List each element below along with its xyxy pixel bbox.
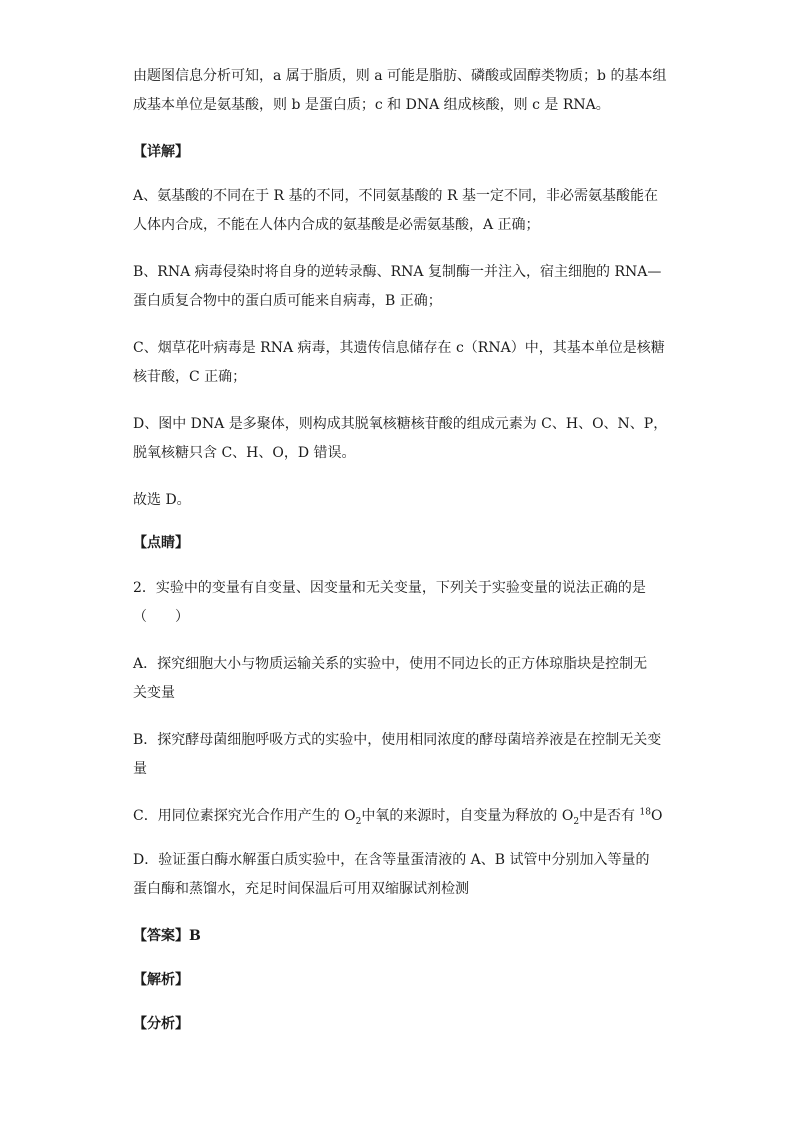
- superscript: 18: [639, 807, 651, 818]
- subscript: 2: [355, 816, 362, 827]
- text-run: C．用同位素探究光合作用产生的 O: [133, 808, 356, 824]
- text-line: D、图中 DNA 是多聚体，则构成其脱氧核糖核苷酸的组成元素为 C、H、O、N、P，: [133, 416, 668, 432]
- answer-text: 【答案】B: [133, 928, 201, 944]
- analysis-intro-paragraph: [133, 62, 667, 120]
- option-d-paragraph: [133, 410, 668, 468]
- text-line: 蛋白质复合物中的蛋白质可能来自病毒，B 正确；: [133, 293, 442, 309]
- conclusion-text: 故选 D。: [133, 492, 191, 508]
- detail-heading: 【详解】: [133, 144, 189, 160]
- choice-d: [133, 846, 663, 904]
- text-line: 人体内合成，不能在人体内合成的氨基酸是必需氨基酸，A 正确；: [133, 217, 540, 233]
- text-run: 中氧的来源时，自变量为释放的 O: [361, 808, 574, 824]
- text-line: A、氨基酸的不同在于 R 基的不同，不同氨基酸的 R 基一定不同，非必需氨基酸能在: [133, 188, 658, 204]
- choice-a: [133, 650, 663, 708]
- text-line: 量: [133, 761, 147, 777]
- analysis-subheading: 【分析】: [133, 1016, 189, 1032]
- text-line: [133, 802, 663, 831]
- subscript: 2: [573, 816, 580, 827]
- text-line: 由题图信息分析可知，a 属于脂质，则 a 可能是脂肪、磷酸或固醇类物质；b 的基本组: [133, 68, 667, 84]
- option-a-paragraph: [133, 182, 663, 240]
- text-line: 成基本单位是氨基酸，则 b 是蛋白质；c 和 DNA 组成核酸，则 c 是 RNA。: [133, 97, 610, 113]
- text-line: D．验证蛋白酶水解蛋白质实验中，在含等量蛋清液的 A、B 试管中分别加入等量的: [133, 852, 650, 868]
- text-line: A．探究细胞大小与物质运输关系的实验中，使用不同边长的正方体琼脂块是控制无: [133, 656, 648, 672]
- text-line: B．探究酵母菌细胞呼吸方式的实验中，使用相同浓度的酵母菌培养液是在控制无关变: [133, 732, 662, 748]
- text-line: 核苷酸，C 正确；: [133, 369, 247, 385]
- choice-c: [133, 802, 663, 831]
- text-line: B、RNA 病毒侵染时将自身的逆转录酶、RNA 复制酶一并注入，宿主细胞的 RNA—: [133, 264, 662, 280]
- choice-b: [133, 726, 663, 784]
- text-line: （ ）: [133, 609, 189, 625]
- text-line: 脱氧核糖只含 C、H、O，D 错误。: [133, 445, 356, 461]
- text-run: O: [650, 808, 663, 824]
- text-line: 关变量: [133, 685, 175, 701]
- question-2-stem: [133, 574, 663, 632]
- option-b-paragraph: [133, 258, 663, 316]
- text-line: 蛋白酶和蒸馏水，充足时间保温后可用双缩脲试剂检测: [133, 881, 469, 897]
- text-run: 中是否有: [579, 808, 640, 824]
- text-line: C、烟草花叶病毒是 RNA 病毒，其遗传信息储存在 c（RNA）中，其基本单位是核糖: [133, 340, 665, 356]
- analysis-heading: 【解析】: [133, 972, 189, 988]
- comment-heading: 【点睛】: [133, 535, 189, 551]
- option-c-paragraph: [133, 334, 663, 392]
- text-line: 2．实验中的变量有自变量、因变量和无关变量，下列关于实验变量的说法正确的是: [133, 580, 646, 596]
